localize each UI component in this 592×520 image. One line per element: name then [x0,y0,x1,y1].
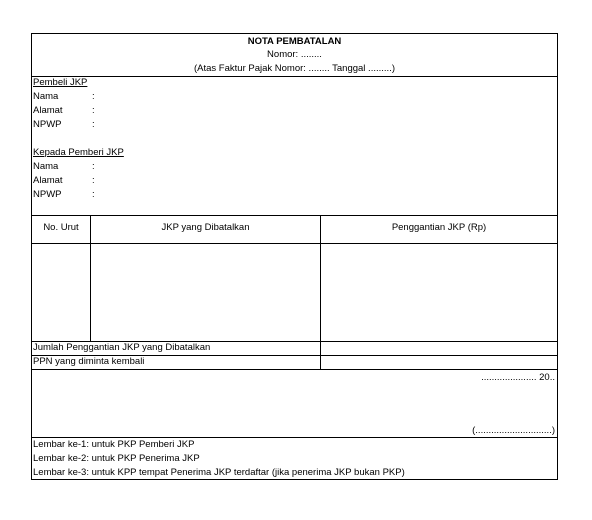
pembeli-npwp-colon: : [92,119,95,130]
footer-lembar-1: Lembar ke-1: untuk PKP Pemberi JKP [33,439,195,450]
pembeli-heading: Pembeli JKP [33,77,88,88]
nota-pembatalan-form [31,33,558,480]
pembeli-npwp-label: NPWP [33,119,62,130]
pemberi-npwp-colon: : [92,189,95,200]
pemberi-alamat-label: Alamat [33,175,63,186]
pemberi-npwp-label: NPWP [33,189,62,200]
signature-name-line: (.............................) [472,425,555,436]
pemberi-nama-label: Nama [33,161,59,172]
footer-lembar-2: Lembar ke-2: untuk PKP Penerima JKP [33,453,200,464]
pembeli-nama-label: Nama [33,91,59,102]
col-header-jkp-dibatalkan: JKP yang Dibatalkan [161,222,250,233]
summary-jumlah-penggantian: Jumlah Penggantian JKP yang Dibatalkan [33,342,211,353]
table-bottom-border [32,369,557,370]
table-top-border [32,215,557,216]
nomor-line: Nomor: ........ [267,49,322,60]
footer-divider [32,437,557,438]
table-col-divider-1 [90,215,91,341]
pemberi-heading: Kepada Pemberi JKP [33,147,124,158]
summary-ppn-kembali: PPN yang diminta kembali [33,356,145,367]
table-header-divider [32,243,557,244]
col-header-no-urut: No. Urut [43,222,79,233]
pemberi-alamat-colon: : [92,175,95,186]
header-divider [32,76,557,77]
signature-date-line: ..................... 20.. [481,372,555,383]
faktur-reference: (Atas Faktur Pajak Nomor: ........ Tanggal .........) [194,63,395,74]
table-col-divider-2 [320,215,321,369]
pembeli-alamat-colon: : [92,105,95,116]
footer-lembar-3: Lembar ke-3: untuk KPP tempat Penerima JKP terdaftar (jika penerima JKP bukan PKP) [33,467,405,478]
col-header-penggantian: Penggantian JKP (Rp) [391,222,487,233]
form-title: NOTA PEMBATALAN [247,36,342,47]
pembeli-alamat-label: Alamat [33,105,63,116]
pemberi-nama-colon: : [92,161,95,172]
pembeli-nama-colon: : [92,91,95,102]
